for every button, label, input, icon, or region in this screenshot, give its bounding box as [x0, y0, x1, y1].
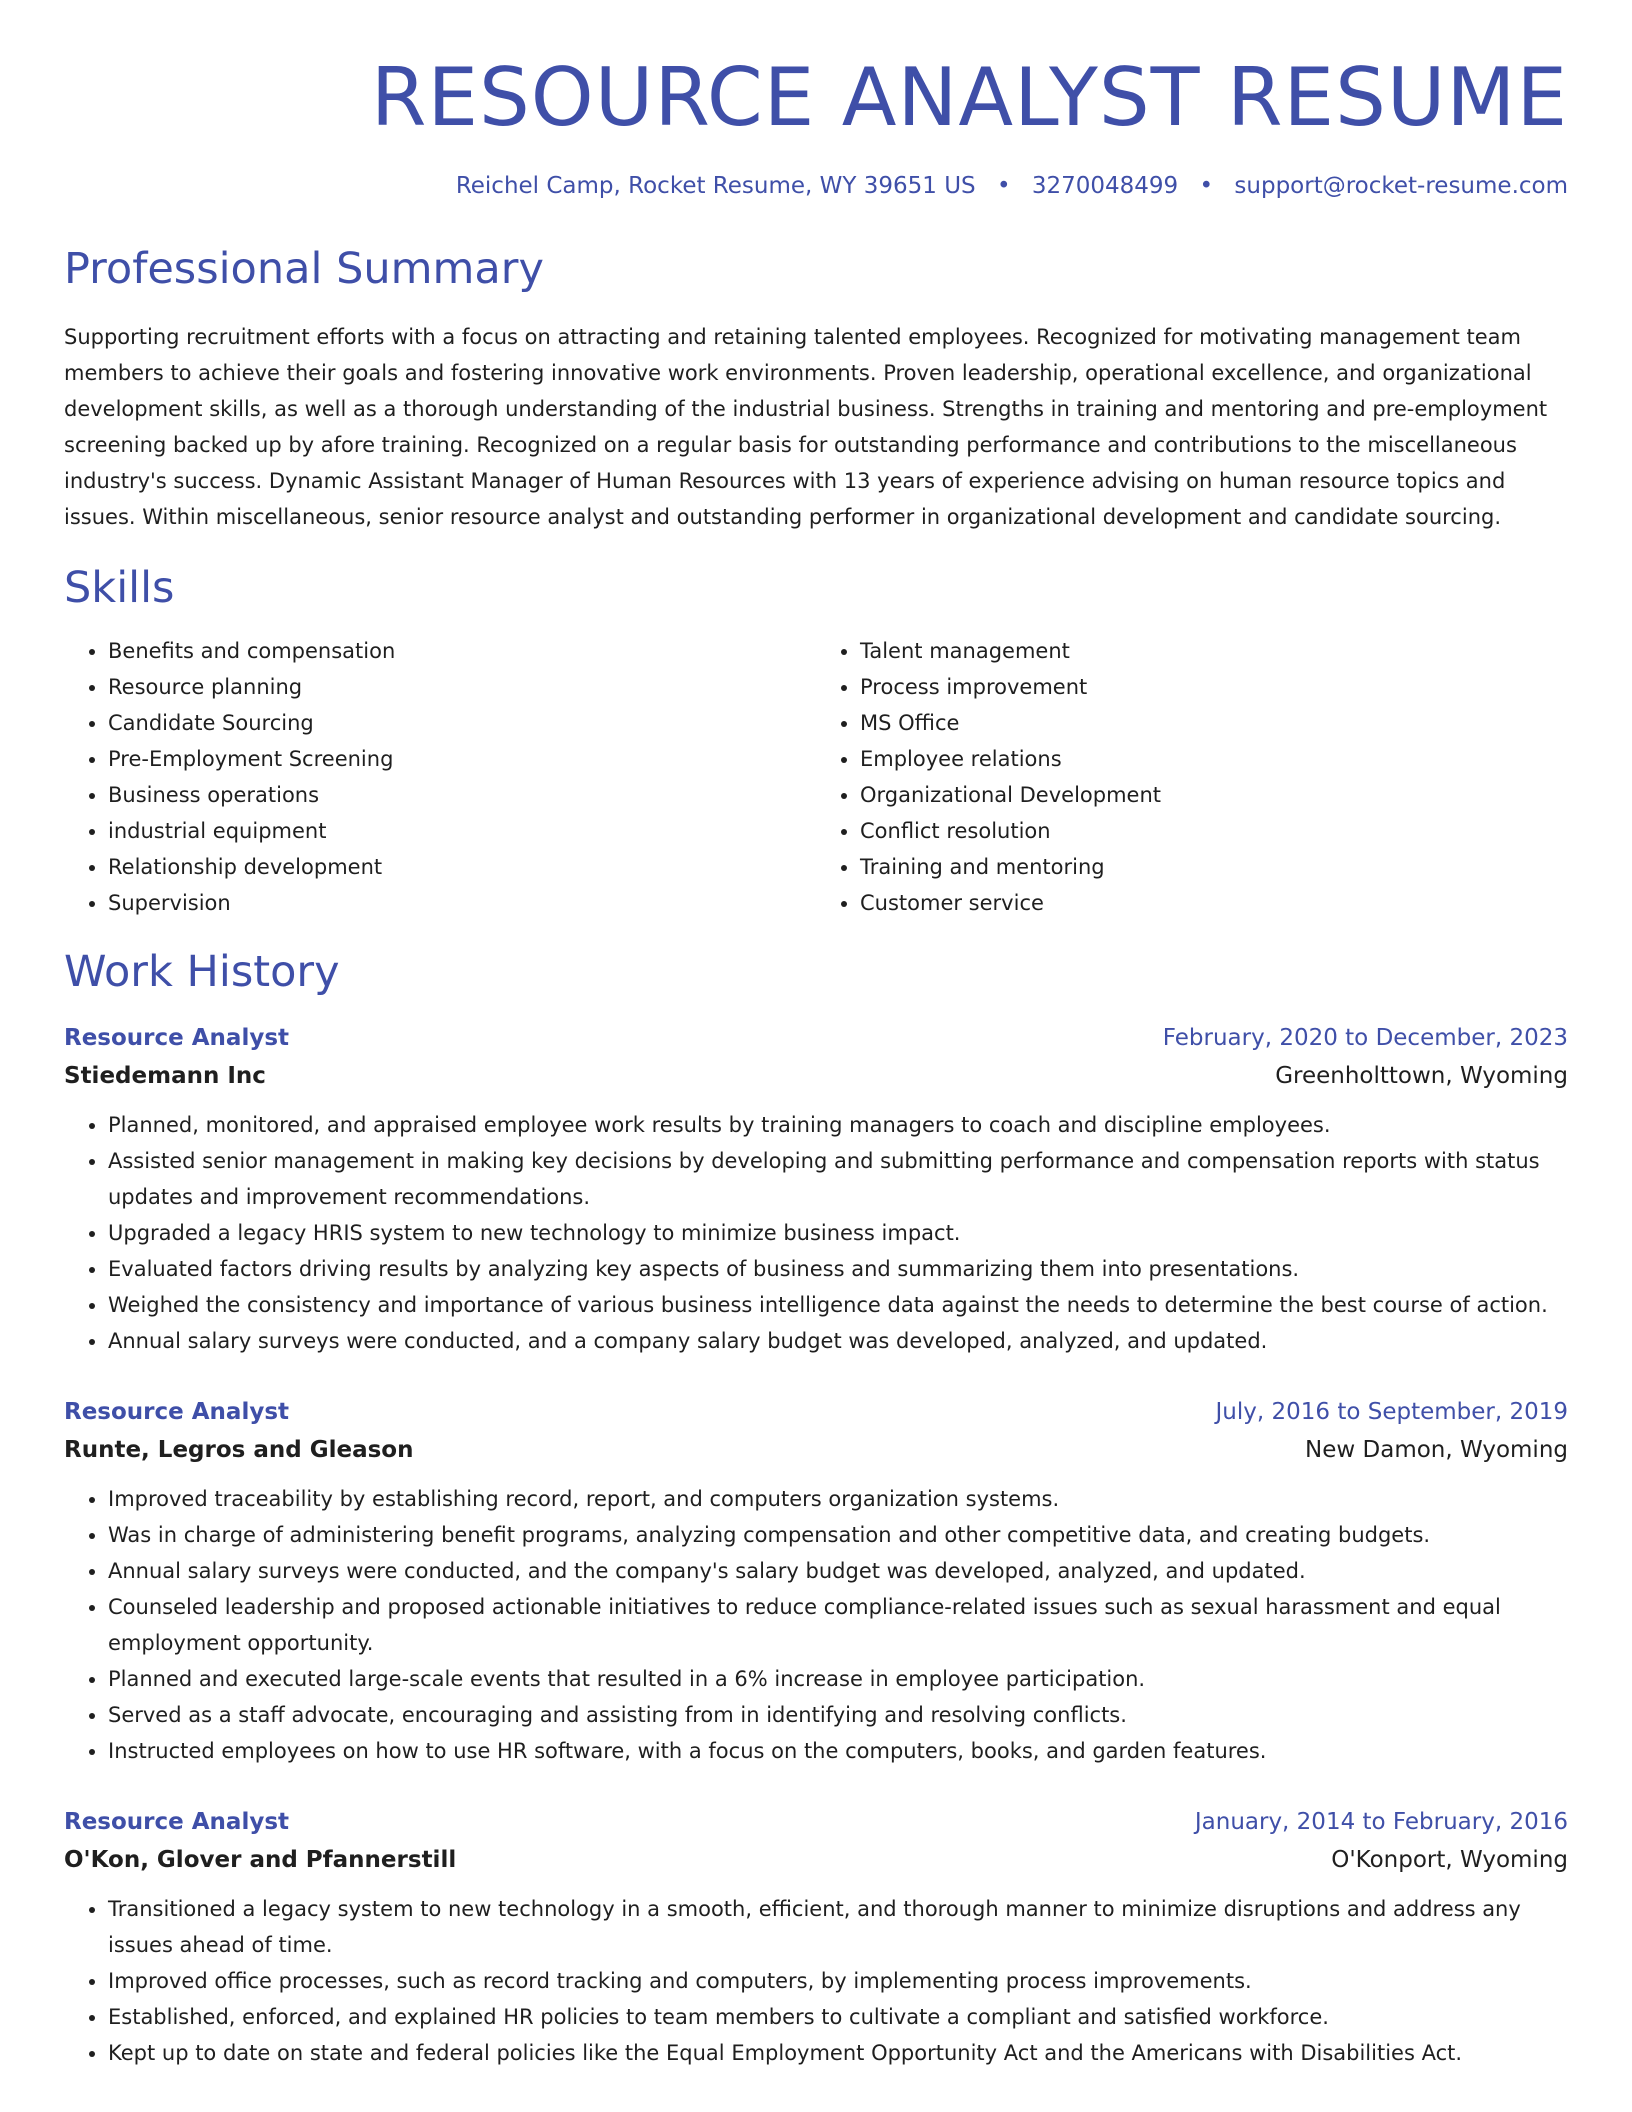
- skill-item: • Candidate Sourcing: [108, 705, 816, 741]
- section-heading-skills: Skills: [64, 563, 175, 614]
- job-entry: [64, 1393, 1568, 1769]
- skill-item: • Process improvement: [860, 669, 1568, 705]
- job-dates: February, 2020 to December, 2023: [1162, 1024, 1568, 1051]
- skill-item: • MS Office: [860, 705, 1568, 741]
- skill-item: • Resource planning: [108, 669, 816, 705]
- contact-separator: •: [996, 173, 1011, 199]
- job-bullet: • Upgraded a legacy HRIS system to new technology to minimize business impact.: [108, 1215, 1568, 1251]
- skill-item: • Training and mentoring: [860, 849, 1568, 885]
- skill-item: • Supervision: [108, 885, 816, 921]
- contact-line: [64, 172, 1568, 202]
- skill-item: • Benefits and compensation: [108, 633, 816, 669]
- job-header-row: [64, 1393, 1568, 1431]
- job-dates: January, 2014 to February, 2016: [1194, 1808, 1568, 1835]
- resume-title: RESOURCE ANALYST RESUME: [370, 51, 1568, 144]
- job-location: New Damon, Wyoming: [1305, 1436, 1568, 1463]
- job-title: Resource Analyst: [64, 1398, 290, 1425]
- contact-separator: •: [1199, 173, 1214, 199]
- job-bullet: • Instructed employees on how to use HR software, with a focus on the computers, books, and garden features.: [108, 1733, 1568, 1769]
- job-bullet-list: [64, 1481, 1568, 1769]
- contact-email[interactable]: support@rocket-resume.com: [1234, 173, 1568, 199]
- resume-header: [64, 0, 1568, 202]
- job-bullet: • Annual salary surveys were conducted, and a company salary budget was developed, analyzed, and updated.: [108, 1323, 1568, 1359]
- job-entry: [64, 1019, 1568, 1359]
- job-bullet: • Planned, monitored, and appraised employee work results by training managers to coach and discipline employees.: [108, 1107, 1568, 1143]
- skill-item: • Conflict resolution: [860, 813, 1568, 849]
- job-company: Stiedemann Inc: [64, 1062, 266, 1089]
- skill-item: • Relationship development: [108, 849, 816, 885]
- job-bullet-list: [64, 1107, 1568, 1359]
- job-header-row: [64, 1803, 1568, 1841]
- job-bullet: • Kept up to date on state and federal policies like the Equal Employment Opportunity Act and the Americans with Disabilities Act.: [108, 2035, 1568, 2071]
- summary-text: Supporting recruitment efforts with a focus on attracting and retaining talented employees. Recognized for motivating management team members to achieve their goals and fostering innovative work environments. Proven leadership, operational excellence, and organizational development skills, as well as a thorough understanding of the industrial business. Strengths in training and mentoring and pre-employment screening backed up by afore training. Recognized on a regular basis for outstanding performance and contributions to the miscellaneous industry's success. Dynamic Assistant Manager of Human Resources with 13 years of experience advising on human resource topics and issues. Within miscellaneous, senior resource analyst and outstanding performer in organizational development and candidate sourcing.: [64, 325, 1548, 530]
- skill-item: • Organizational Development: [860, 777, 1568, 813]
- job-bullet: • Improved traceability by establishing record, report, and computers organization systems.: [108, 1481, 1568, 1517]
- contact-address: Reichel Camp, Rocket Resume, WY 39651 US: [455, 173, 976, 199]
- job-bullet: • Established, enforced, and explained HR policies to team members to cultivate a compliant and satisfied workforce.: [108, 1999, 1568, 2035]
- job-company: O'Kon, Glover and Pfannerstill: [64, 1846, 457, 1873]
- job-header-row: [64, 1019, 1568, 1057]
- skill-item: • Employee relations: [860, 741, 1568, 777]
- skills-list-right: [816, 633, 1568, 921]
- job-company-row: [64, 1431, 1568, 1469]
- job-bullet: • Annual salary surveys were conducted, and the company's salary budget was developed, analyzed, and updated.: [108, 1553, 1568, 1589]
- job-location: Greenholttown, Wyoming: [1275, 1062, 1568, 1089]
- skill-item: • Business operations: [108, 777, 816, 813]
- job-bullet: • Weighed the consistency and importance of various business intelligence data against the needs to determine the best course of action.: [108, 1287, 1568, 1323]
- job-title: Resource Analyst: [64, 1808, 290, 1835]
- job-bullet: • Was in charge of administering benefit programs, analyzing compensation and other competitive data, and creating budgets.: [108, 1517, 1568, 1553]
- job-bullet: • Improved office processes, such as record tracking and computers, by implementing process improvements.: [108, 1963, 1568, 1999]
- section-heading-work-history: Work History: [64, 947, 340, 998]
- skill-item: • industrial equipment: [108, 813, 816, 849]
- job-bullet: • Planned and executed large-scale events that resulted in a 6% increase in employee participation.: [108, 1661, 1568, 1697]
- work-history-section: [64, 947, 1568, 2071]
- professional-summary-section: [64, 244, 1568, 536]
- job-bullet: • Evaluated factors driving results by analyzing key aspects of business and summarizing them into presentations.: [108, 1251, 1568, 1287]
- job-dates: July, 2016 to September, 2019: [1215, 1398, 1568, 1425]
- skills-list-left: [64, 633, 816, 921]
- job-entry: [64, 1803, 1568, 2071]
- job-bullet: • Served as a staff advocate, encouraging and assisting from in identifying and resolving conflicts.: [108, 1697, 1568, 1733]
- skill-item: • Pre-Employment Screening: [108, 741, 816, 777]
- job-company-row: [64, 1057, 1568, 1095]
- skill-item: • Talent management: [860, 633, 1568, 669]
- job-location: O'Konport, Wyoming: [1331, 1846, 1568, 1873]
- job-bullet: • Transitioned a legacy system to new technology in a smooth, efficient, and thorough manner to minimize disruptions and address any issues ahead of time.: [108, 1891, 1568, 1963]
- job-company-row: [64, 1841, 1568, 1879]
- contact-phone: 3270048499: [1031, 173, 1179, 199]
- section-heading-summary: Professional Summary: [64, 243, 544, 294]
- job-bullet: • Counseled leadership and proposed actionable initiatives to reduce compliance-related issues such as sexual harassment and equal employment opportunity.: [108, 1589, 1568, 1661]
- skills-section: [64, 563, 1568, 921]
- job-title: Resource Analyst: [64, 1024, 290, 1051]
- job-bullet-list: [64, 1891, 1568, 2071]
- job-company: Runte, Legros and Gleason: [64, 1436, 414, 1463]
- skills-grid: [64, 633, 1568, 921]
- skill-item: • Customer service: [860, 885, 1568, 921]
- job-bullet: • Assisted senior management in making key decisions by developing and submitting performance and compensation reports with status updates and improvement recommendations.: [108, 1143, 1568, 1215]
